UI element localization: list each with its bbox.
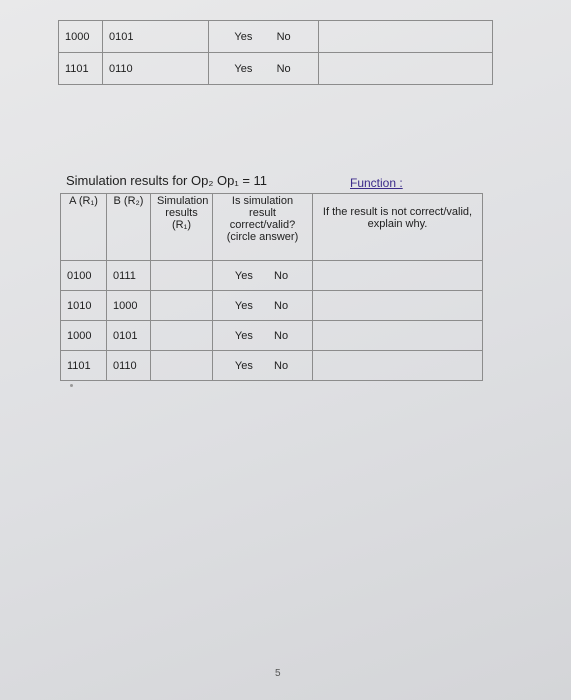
table-row [61, 321, 483, 351]
cell-a: 0100 [61, 261, 107, 291]
cell-b: 0101 [107, 321, 151, 351]
yes-no-cell[interactable] [213, 351, 313, 381]
table-row [59, 53, 493, 85]
cell-b: 0111 [107, 261, 151, 291]
explain-cell[interactable] [313, 261, 483, 291]
sim-result-cell[interactable] [151, 291, 213, 321]
explain-cell[interactable] [313, 291, 483, 321]
yes-no-cell[interactable] [213, 291, 313, 321]
yes-no-cell[interactable] [209, 21, 319, 53]
simulation-results-table [60, 193, 483, 381]
yes-option[interactable]: Yes [234, 62, 253, 75]
table-row [59, 21, 493, 53]
no-option[interactable]: No [276, 62, 291, 75]
table-row [61, 351, 483, 381]
header-valid [213, 194, 313, 261]
explain-cell[interactable] [319, 21, 493, 53]
cell-b: 0110 [103, 53, 209, 85]
cell-a: 1000 [59, 21, 103, 53]
cell-a: 1000 [61, 321, 107, 351]
explain-cell[interactable] [319, 53, 493, 85]
table-row [61, 291, 483, 321]
yes-no-cell[interactable] [209, 53, 319, 85]
cell-b: 0101 [103, 21, 209, 53]
yes-option[interactable]: Yes [234, 359, 253, 372]
header-a: A (R₁) [61, 194, 107, 261]
no-option[interactable]: No [274, 359, 289, 372]
table-row [61, 261, 483, 291]
sim-result-cell[interactable] [151, 321, 213, 351]
function-label: Function : [350, 176, 403, 190]
explain-cell[interactable] [313, 321, 483, 351]
header-b: B (R₂) [107, 194, 151, 261]
header-valid-line1: Is simulation result [231, 195, 294, 219]
yes-no-cell[interactable] [213, 261, 313, 291]
top-results-table [58, 20, 493, 85]
section-title: Simulation results for Op₂ Op₁ = 11 [66, 173, 268, 188]
explain-cell[interactable] [313, 351, 483, 381]
no-option[interactable]: No [274, 329, 289, 342]
header-sim: Simulation results (R₁) [151, 194, 213, 261]
yes-option[interactable]: Yes [234, 30, 253, 43]
no-option[interactable]: No [274, 299, 289, 312]
yes-option[interactable]: Yes [234, 299, 253, 312]
sim-result-cell[interactable] [151, 351, 213, 381]
cell-a: 1101 [61, 351, 107, 381]
cell-b: 1000 [107, 291, 151, 321]
stray-mark [70, 384, 73, 387]
sim-result-cell[interactable] [151, 261, 213, 291]
yes-no-cell[interactable] [213, 321, 313, 351]
cell-a: 1101 [59, 53, 103, 85]
header-explain: If the result is not correct/valid, explain why. [313, 194, 483, 261]
header-valid-line2: correct/valid? [229, 219, 296, 231]
cell-a: 1010 [61, 291, 107, 321]
no-option[interactable]: No [274, 269, 289, 282]
yes-option[interactable]: Yes [234, 269, 253, 282]
cell-b: 0110 [107, 351, 151, 381]
no-option[interactable]: No [276, 30, 291, 43]
header-valid-line3: (circle answer) [226, 231, 299, 243]
header-row [61, 194, 483, 261]
page-number: 5 [275, 668, 281, 679]
yes-option[interactable]: Yes [234, 329, 253, 342]
